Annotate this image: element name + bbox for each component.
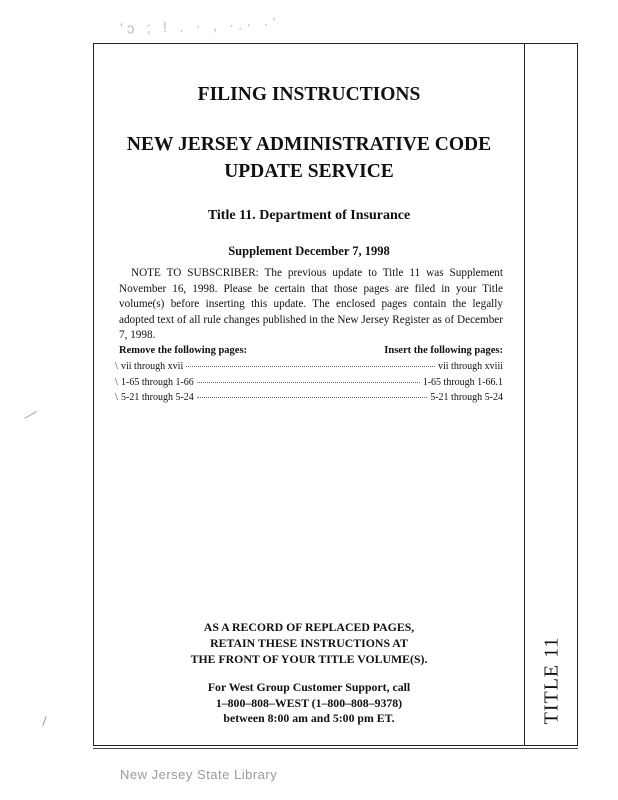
insert-pages: 1-65 through 1-66.1	[422, 377, 503, 388]
table-row	[121, 392, 503, 403]
insert-pages: 5-21 through 5-24	[430, 392, 503, 403]
dot-leader	[186, 366, 435, 367]
code-title	[95, 131, 523, 185]
margin-mark	[42, 716, 46, 726]
check-mark-icon: \	[115, 361, 118, 372]
support-phone: 1–800–808–WEST (1–800–808–9378)	[215, 695, 403, 710]
department-title: Title 11. Department of Insurance	[207, 208, 411, 223]
remove-pages: 5-21 through 5-24	[121, 392, 194, 403]
insert-pages-header: Insert the following pages:	[384, 345, 503, 356]
library-stamp: New Jersey State Library	[120, 767, 278, 782]
title-tab-label: TITLE 11	[540, 636, 563, 724]
subscriber-note: NOTE TO SUBSCRIBER: The previous update to Title 11 was Supplement November 16, 1998. Please be certain that those pages are filed in your Title volume(s) before inserting this update. The enclosed pages contain the legally adopted text of all rule changes published in the New Jersey Register as of December 7, 1998.	[119, 267, 503, 342]
tab-divider	[524, 43, 525, 746]
supplement-date: Supplement December 7, 1998	[228, 244, 390, 258]
record-notice-line3: THE FRONT OF YOUR TITLE VOLUME(S).	[190, 652, 428, 666]
remove-pages: 1-65 through 1-66	[121, 377, 194, 388]
support-line1: For West Group Customer Support, call	[207, 680, 411, 694]
insert-pages: vii through xviii	[438, 361, 503, 372]
record-notice	[95, 619, 523, 667]
pages-table-header	[119, 345, 503, 356]
check-mark-icon: \	[115, 377, 118, 388]
title-tab	[526, 630, 578, 730]
check-mark-icon: \	[115, 392, 118, 403]
dot-leader	[197, 382, 420, 383]
code-title-line2: UPDATE SERVICE	[224, 161, 394, 182]
table-row	[121, 377, 503, 388]
dot-leader	[197, 397, 427, 398]
frame-bottom-rule	[93, 748, 578, 749]
support-hours: between 8:00 am and 5:00 pm ET.	[223, 711, 395, 725]
remove-pages: vii through xvii	[121, 361, 184, 372]
table-row	[121, 361, 503, 372]
record-notice-line2: RETAIN THESE INSTRUCTIONS AT	[210, 636, 408, 650]
code-title-line1: NEW JERSEY ADMINISTRATIVE CODE	[126, 134, 492, 155]
remove-pages-header: Remove the following pages:	[119, 345, 248, 356]
margin-mark	[24, 411, 37, 419]
record-notice-line1: AS A RECORD OF REPLACED PAGES,	[203, 620, 415, 634]
page-title: FILING INSTRUCTIONS	[197, 84, 421, 105]
support-info	[95, 680, 523, 727]
scan-artifact: 'ↄ ; ! . · , ·.· ·ʼ	[119, 15, 280, 38]
